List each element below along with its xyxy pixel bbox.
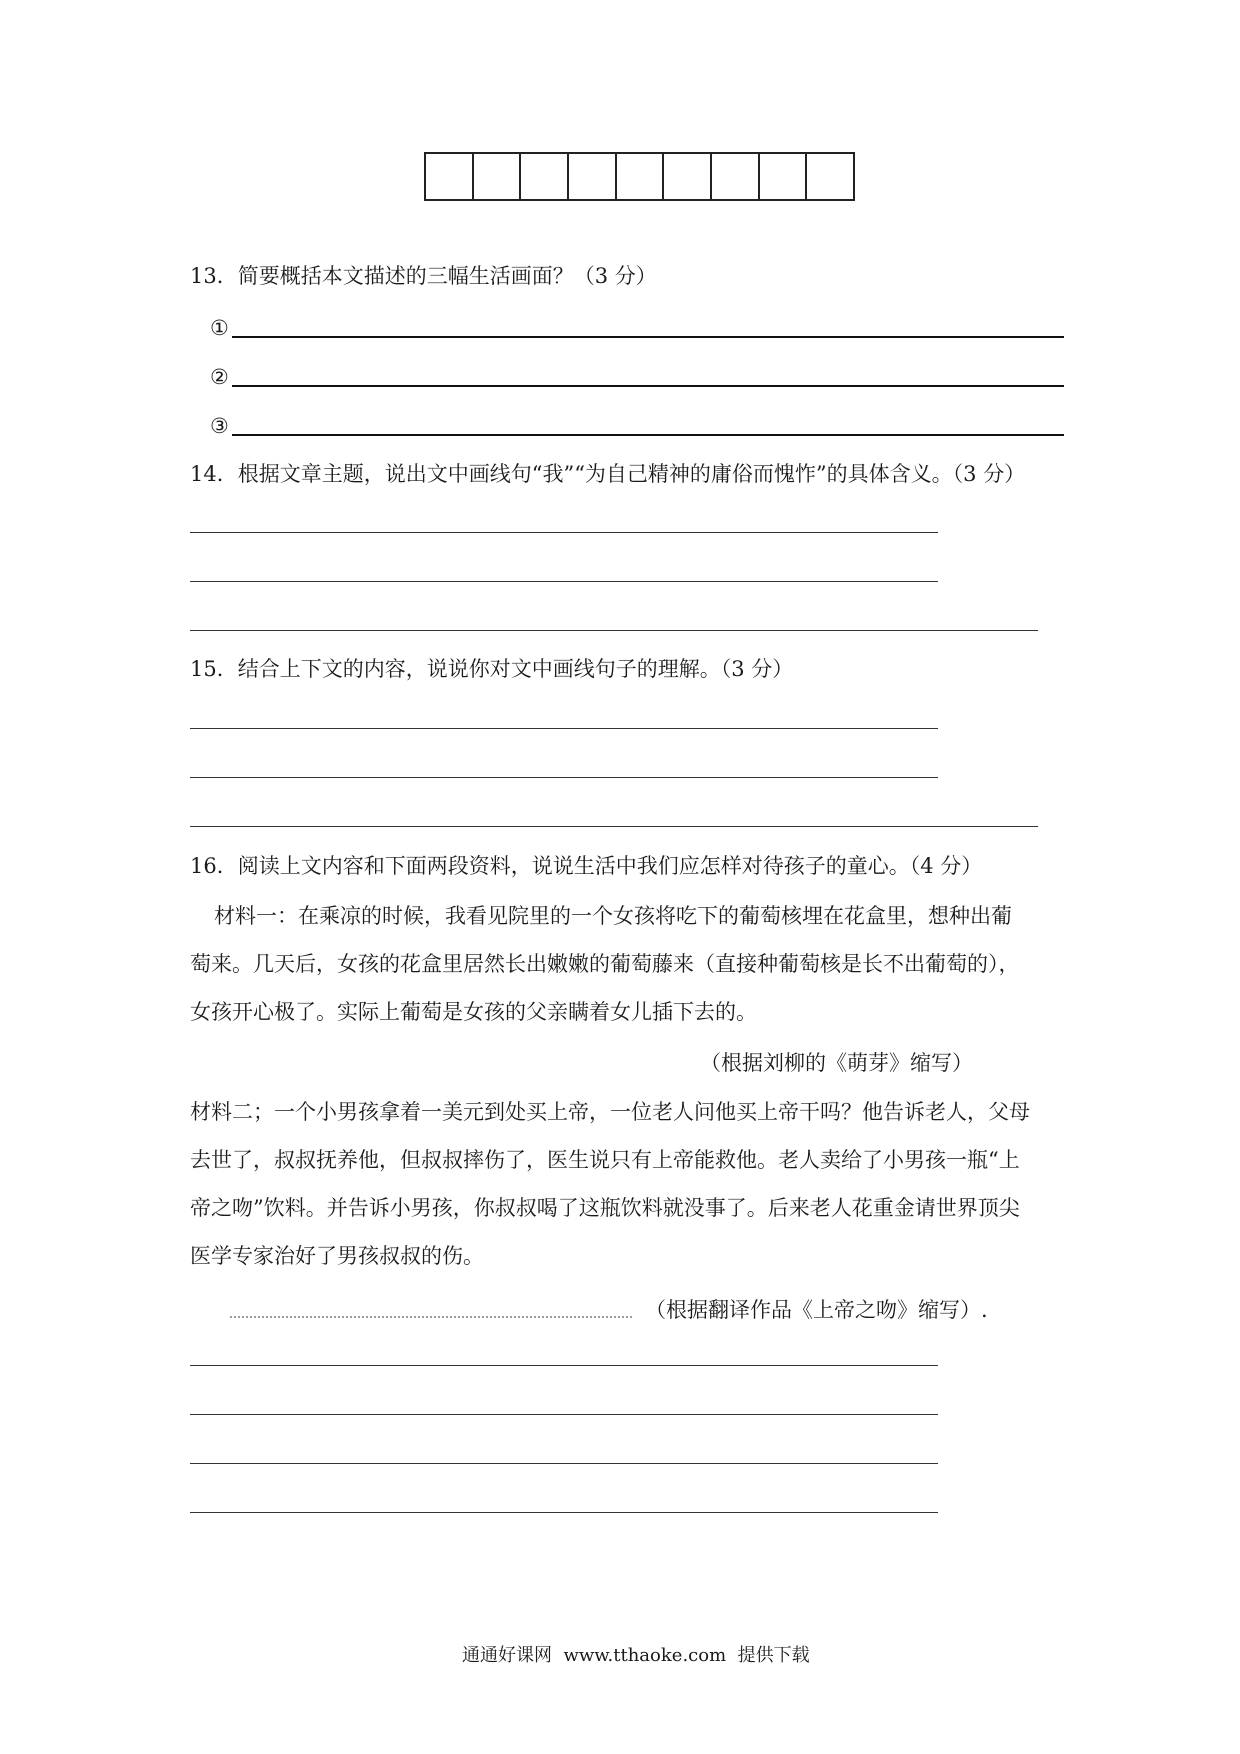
q16-answer-line-2[interactable] — [190, 1414, 938, 1415]
q13-item-3-marker: ③ — [210, 414, 229, 438]
grid-cell[interactable] — [426, 154, 474, 199]
question-16-prompt: 16．阅读上文内容和下面两段资料，说说生活中我们应怎样对待孩子的童心。（4 分） — [190, 854, 983, 878]
grid-cell[interactable] — [474, 154, 522, 199]
material-2-line: 医学专家治好了男孩叔叔的伤。 — [190, 1244, 484, 1268]
material-2-line: 去世了，叔叔抚养他，但叔叔摔伤了，医生说只有上帝能救他。老人卖给了小男孩一瓶“上 — [190, 1148, 1020, 1172]
q13-answer-line-3[interactable] — [232, 434, 1064, 436]
q13-item-2-marker: ② — [210, 365, 229, 389]
grid-cell[interactable] — [617, 154, 665, 199]
q14-answer-line-3[interactable] — [190, 630, 1038, 631]
material-2-line: 帝之吻”饮料。并告诉小男孩，你叔叔喝了这瓶饮料就没事了。后来老人花重金请世界顶尖 — [190, 1196, 1020, 1220]
q15-answer-line-3[interactable] — [190, 826, 1038, 827]
question-14-prompt: 14．根据文章主题，说出文中画线句“我”“为自己精神的庸俗而愧怍”的具体含义。（3 分） — [190, 462, 1026, 486]
material-1-line: 萄来。几天后，女孩的花盒里居然长出嫩嫩的葡萄藤来（直接种葡萄核是长不出葡萄的）， — [190, 952, 1020, 976]
question-13-prompt: 13．简要概括本文描述的三幅生活画面？（3 分） — [190, 264, 657, 288]
q13-item-1-marker: ① — [210, 316, 229, 340]
q13-answer-line-1[interactable] — [232, 336, 1064, 338]
grid-cell[interactable] — [569, 154, 617, 199]
material-2-line: 材料二；一个小男孩拿着一美元到处买上帝，一位老人问他买上帝干吗？他告诉老人，父母 — [190, 1100, 1030, 1124]
question-15-prompt: 15．结合上下文的内容，说说你对文中画线句子的理解。（3 分） — [190, 657, 794, 681]
grid-cell[interactable] — [521, 154, 569, 199]
q16-answer-line-3[interactable] — [190, 1463, 938, 1464]
q15-answer-line-2[interactable] — [190, 777, 938, 778]
material-1-source: （根据刘柳的《萌芽》缩写） — [700, 1051, 973, 1075]
answer-grid — [424, 152, 855, 201]
q13-answer-line-2[interactable] — [232, 385, 1064, 387]
q15-answer-line-1[interactable] — [190, 728, 938, 729]
q16-answer-line-4[interactable] — [190, 1512, 938, 1513]
grid-cell[interactable] — [664, 154, 712, 199]
grid-cell[interactable] — [760, 154, 808, 199]
footer-text: 通通好课网 www.tthaoke.com 提供下载 — [462, 1645, 810, 1666]
material-1-line: 女孩开心极了。实际上葡萄是女孩的父亲瞒着女儿插下去的。 — [190, 1000, 757, 1024]
grid-cell[interactable] — [807, 154, 853, 199]
dotted-leader — [230, 1316, 632, 1318]
q14-answer-line-2[interactable] — [190, 581, 938, 582]
q14-answer-line-1[interactable] — [190, 532, 938, 533]
grid-cell[interactable] — [712, 154, 760, 199]
material-1-line: 材料一：在乘凉的时候，我看见院里的一个女孩将吃下的葡萄核埋在花盒里，想种出葡 — [214, 904, 1012, 928]
q16-answer-line-1[interactable] — [190, 1365, 938, 1366]
material-2-source: （根据翻译作品《上帝之吻》缩写）. — [645, 1298, 988, 1322]
